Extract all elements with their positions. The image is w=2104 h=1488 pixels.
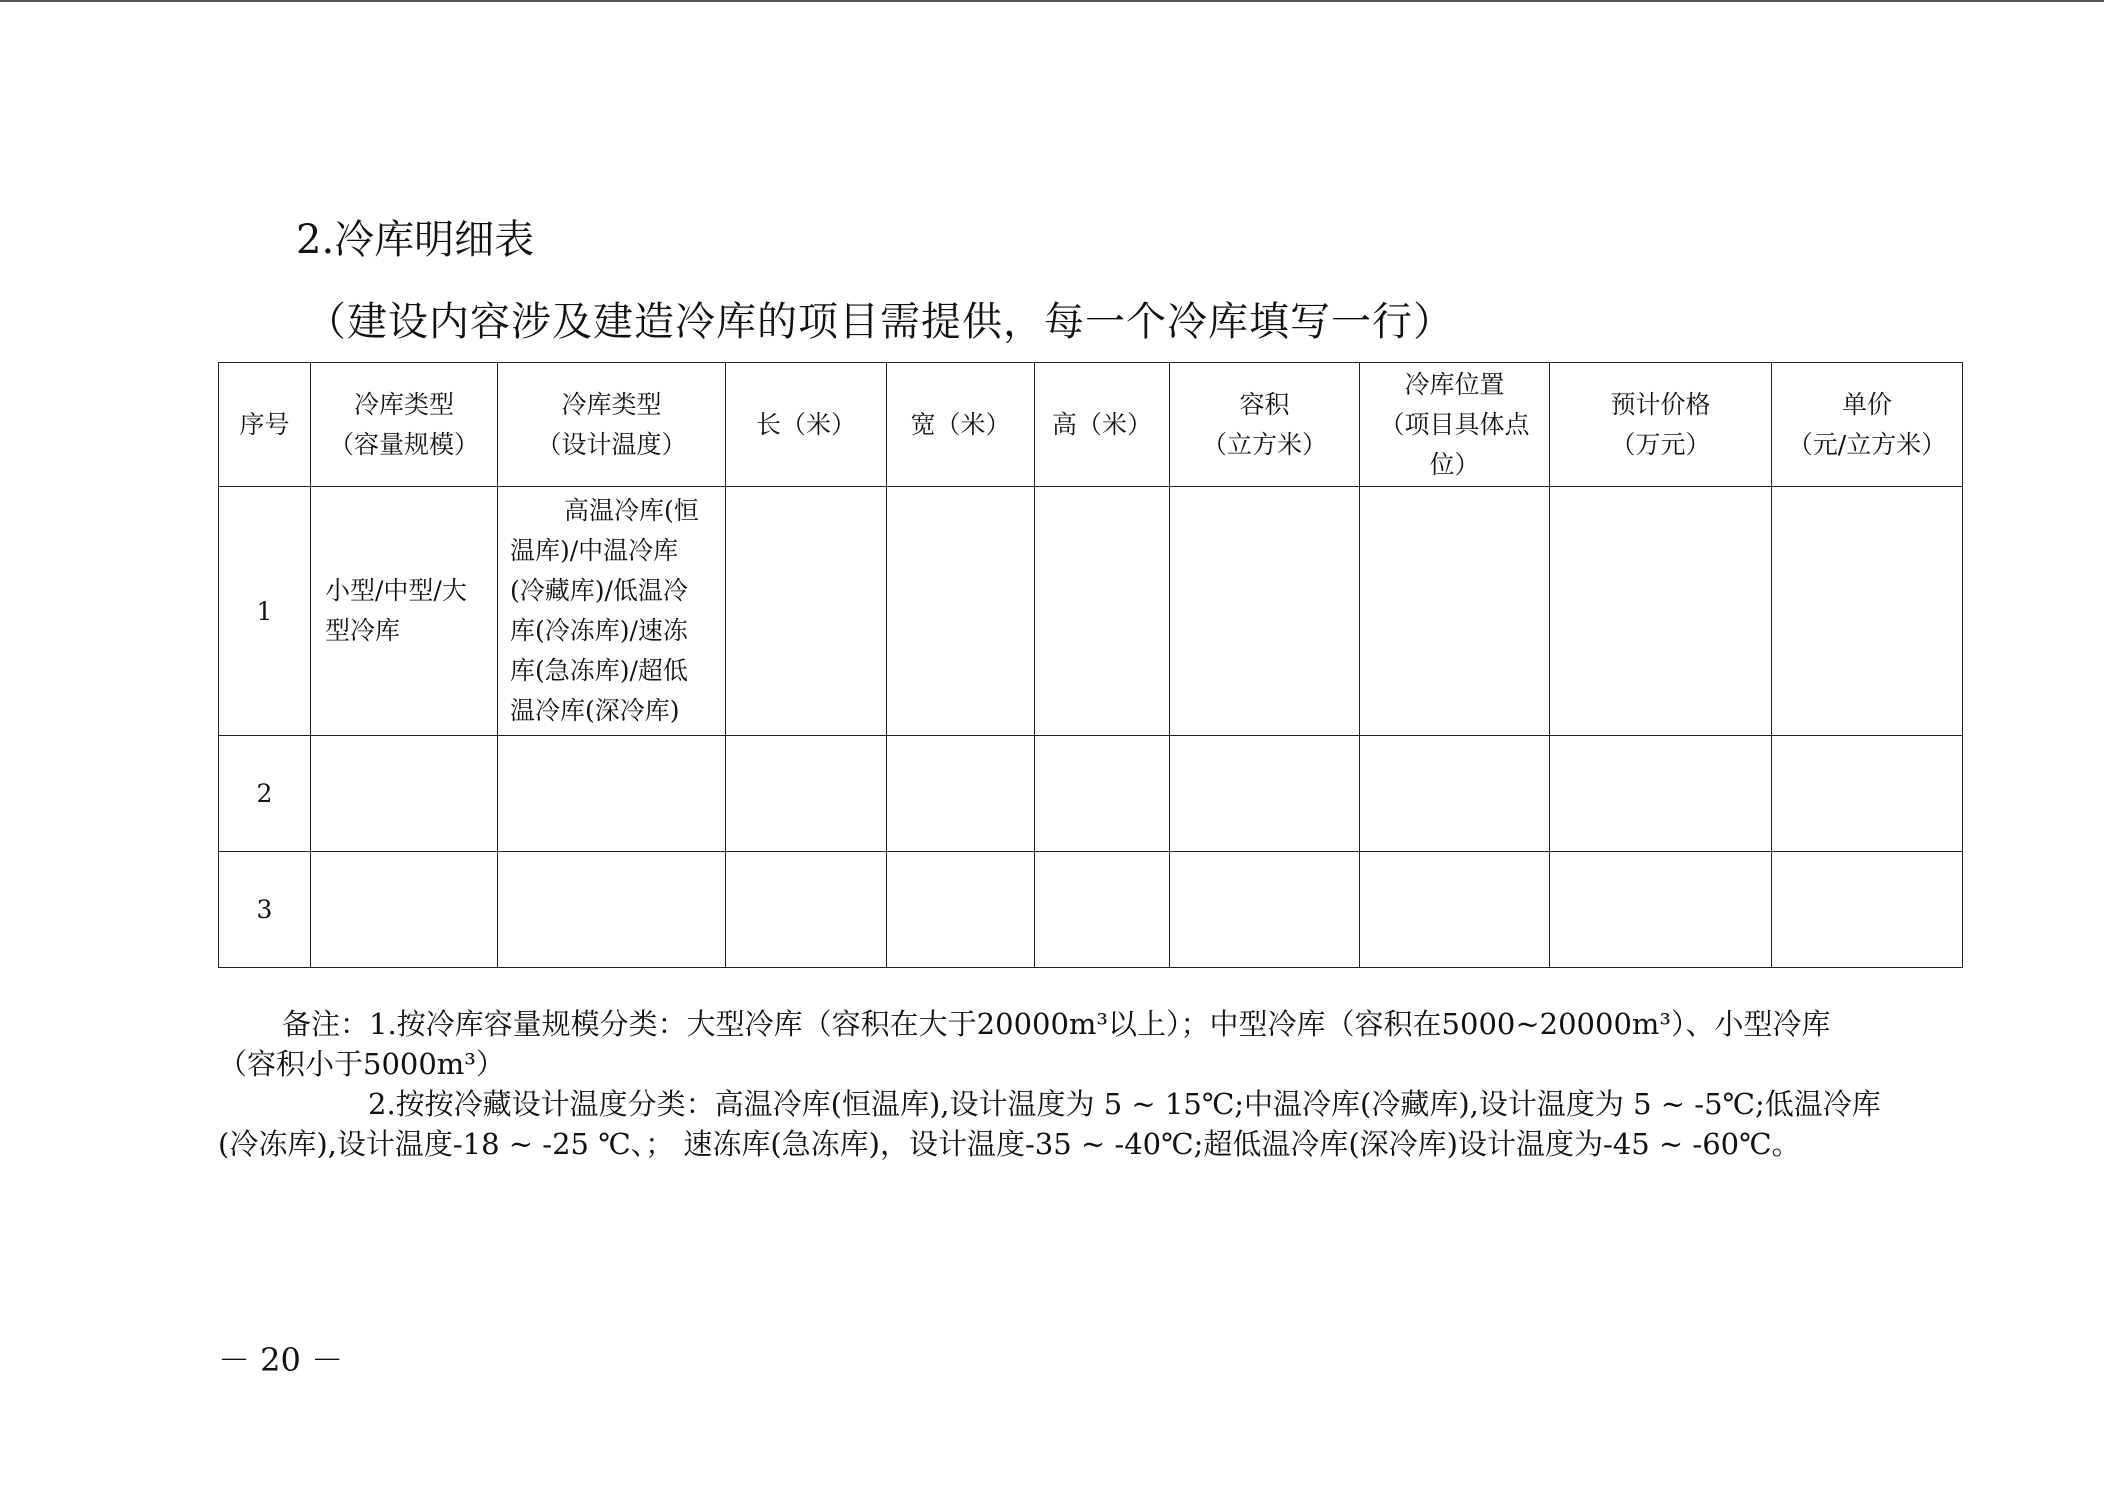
location-cell[interactable] — [1360, 736, 1550, 852]
top-border-line — [0, 0, 2104, 2]
length-cell[interactable] — [726, 487, 887, 736]
section-subtitle: （建设内容涉及建造冷库的项目需提供，每一个冷库填写一行） — [306, 299, 1454, 345]
header-length: 长（米） — [726, 363, 887, 487]
header-height: 高（米） — [1035, 363, 1170, 487]
header-capacity-type: 冷库类型 （容量规模） — [311, 363, 498, 487]
section-title: 2.冷库明细表 — [296, 217, 535, 263]
temperature-type-cell[interactable] — [498, 736, 726, 852]
temperature-type-cell[interactable] — [498, 852, 726, 968]
estimated-price-cell[interactable] — [1550, 736, 1772, 852]
width-cell[interactable] — [887, 852, 1035, 968]
header-unit-price: 单价 （元/立方米） — [1772, 363, 1963, 487]
location-cell[interactable] — [1360, 487, 1550, 736]
header-estimated-price: 预计价格 （万元） — [1550, 363, 1772, 487]
page-number: － 20 － — [218, 1341, 344, 1379]
capacity-type-cell: 小型/中型/大 型冷库 — [311, 487, 498, 736]
header-serial-number: 序号 — [219, 363, 311, 487]
width-cell[interactable] — [887, 487, 1035, 736]
header-volume: 容积 （立方米） — [1170, 363, 1360, 487]
height-cell[interactable] — [1035, 487, 1170, 736]
height-cell[interactable] — [1035, 736, 1170, 852]
row-number: 3 — [219, 852, 311, 968]
volume-cell[interactable] — [1170, 736, 1360, 852]
table-header-row — [219, 363, 1963, 487]
unit-price-cell[interactable] — [1772, 736, 1963, 852]
table-row — [219, 736, 1963, 852]
unit-price-cell[interactable] — [1772, 487, 1963, 736]
header-width: 宽（米） — [887, 363, 1035, 487]
cold-storage-table — [218, 362, 1963, 968]
note-capacity-classification-cont: （容积小于5000m³） — [218, 1047, 505, 1081]
header-location: 冷库位置 （项目具体点 位） — [1360, 363, 1550, 487]
note-temperature-classification: 2.按按冷藏设计温度分类：高温冷库(恒温库),设计温度为 5 ~ 15℃;中温冷库(冷藏库),设计温度为 5 ~ -5℃;低温冷库 — [368, 1087, 1881, 1121]
capacity-type-cell[interactable] — [311, 852, 498, 968]
estimated-price-cell[interactable] — [1550, 852, 1772, 968]
length-cell[interactable] — [726, 736, 887, 852]
width-cell[interactable] — [887, 736, 1035, 852]
row-number: 2 — [219, 736, 311, 852]
notes-section — [218, 1004, 1881, 1164]
header-temperature-type: 冷库类型 （设计温度） — [498, 363, 726, 487]
length-cell[interactable] — [726, 852, 887, 968]
location-cell[interactable] — [1360, 852, 1550, 968]
volume-cell[interactable] — [1170, 487, 1360, 736]
table-row — [219, 852, 1963, 968]
volume-cell[interactable] — [1170, 852, 1360, 968]
estimated-price-cell[interactable] — [1550, 487, 1772, 736]
unit-price-cell[interactable] — [1772, 852, 1963, 968]
height-cell[interactable] — [1035, 852, 1170, 968]
row-number: 1 — [219, 487, 311, 736]
note-capacity-classification: 备注：1.按冷库容量规模分类：大型冷库（容积在大于20000m³以上）；中型冷库（容积在5000~20000m³）、小型冷库 — [282, 1007, 1831, 1041]
capacity-type-cell[interactable] — [311, 736, 498, 852]
note-temperature-classification-cont: (冷冻库),设计温度-18 ~ -25 ℃、； 速冻库(急冻库)，设计温度-35 ~ -40℃;超低温冷库(深冷库)设计温度为-45 ~ -60℃。 — [218, 1127, 1801, 1161]
temperature-type-cell: 高温冷库(恒 温库)/中温冷库 (冷藏库)/低温冷 库(冷冻库)/速冻 库(急冻库)/超低 温冷库(深冷库) — [498, 487, 726, 736]
table-row — [219, 487, 1963, 736]
